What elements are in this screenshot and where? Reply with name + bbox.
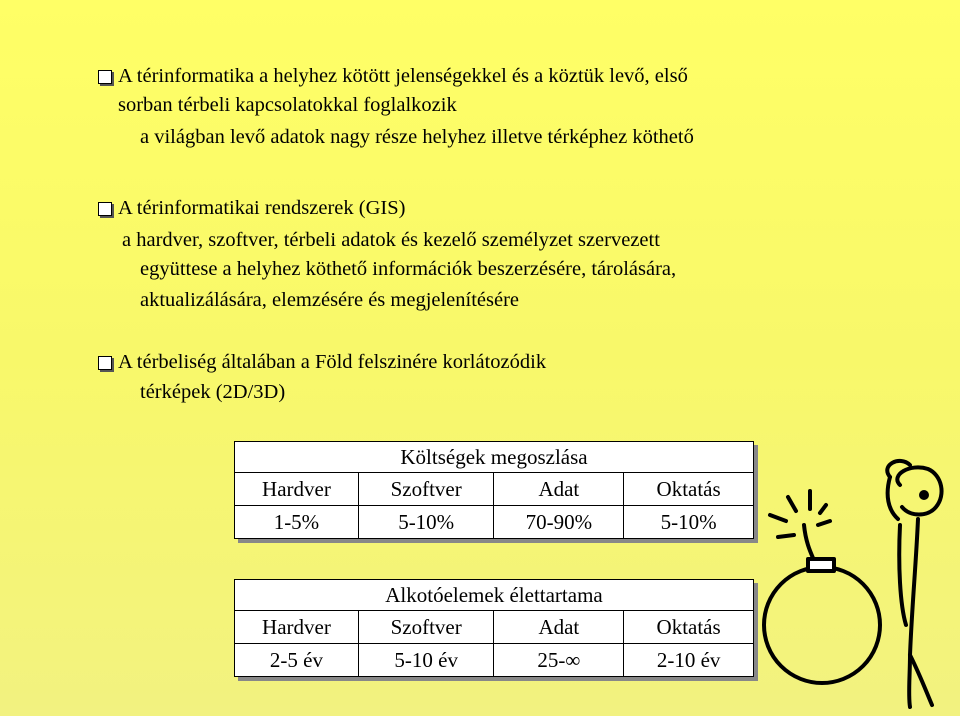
thinking-person-with-bomb-icon [760, 455, 950, 710]
costs-header-adat: Adat [494, 473, 624, 506]
checkbox-bullet-icon [98, 70, 112, 84]
bullet-2-line-2: a hardver, szoftver, térbeli adatok és kezelő személyzet szervezett [122, 229, 660, 251]
bullet-1-line-2: sorban térbeli kapcsolatokkal foglalkozik [118, 94, 457, 116]
bullet-2-line-1: A térinformatikai rendszerek (GIS) [118, 197, 406, 219]
checkbox-bullet-icon [98, 356, 112, 370]
costs-table [234, 441, 754, 539]
lifetime-header-szoftver: Szoftver [358, 611, 494, 644]
bullet-2-line-4: aktualizálására, elemzésére és megjelenítésére [140, 289, 520, 311]
lifetime-value-oktatas: 2-10 év [624, 644, 754, 677]
lifetime-value-szoftver: 5-10 év [358, 644, 494, 677]
bullet-3-line-1: A térbeliség általában a Föld felszinére korlátozódik [118, 351, 547, 373]
lifetime-table-title: Alkotóelemek élettartama [235, 580, 754, 611]
lifetime-table [234, 579, 754, 677]
lifetime-header-adat: Adat [494, 611, 624, 644]
costs-value-adat: 70-90% [494, 506, 624, 539]
costs-header-hardver: Hardver [235, 473, 359, 506]
costs-value-szoftver: 5-10% [358, 506, 494, 539]
bullet-2-line-3: együttese a helyhez köthető információk beszerzésére, tárolására, [140, 258, 677, 280]
costs-table-title: Költségek megoszlása [235, 442, 754, 473]
lifetime-header-hardver: Hardver [235, 611, 359, 644]
lifetime-value-adat: 25-∞ [494, 644, 624, 677]
costs-header-szoftver: Szoftver [358, 473, 494, 506]
bullet-3-line-2: térképek (2D/3D) [140, 381, 286, 403]
costs-value-oktatas: 5-10% [624, 506, 754, 539]
costs-header-oktatas: Oktatás [624, 473, 754, 506]
checkbox-bullet-icon [98, 202, 112, 216]
bullet-1-line-3: a világban levő adatok nagy része helyhez illetve térképhez köthető [140, 126, 694, 148]
lifetime-value-hardver: 2-5 év [235, 644, 359, 677]
lifetime-header-oktatas: Oktatás [624, 611, 754, 644]
costs-value-hardver: 1-5% [235, 506, 359, 539]
bullet-1-line-1: A térinformatika a helyhez kötött jelenségekkel és a köztük levő, első [118, 65, 688, 87]
